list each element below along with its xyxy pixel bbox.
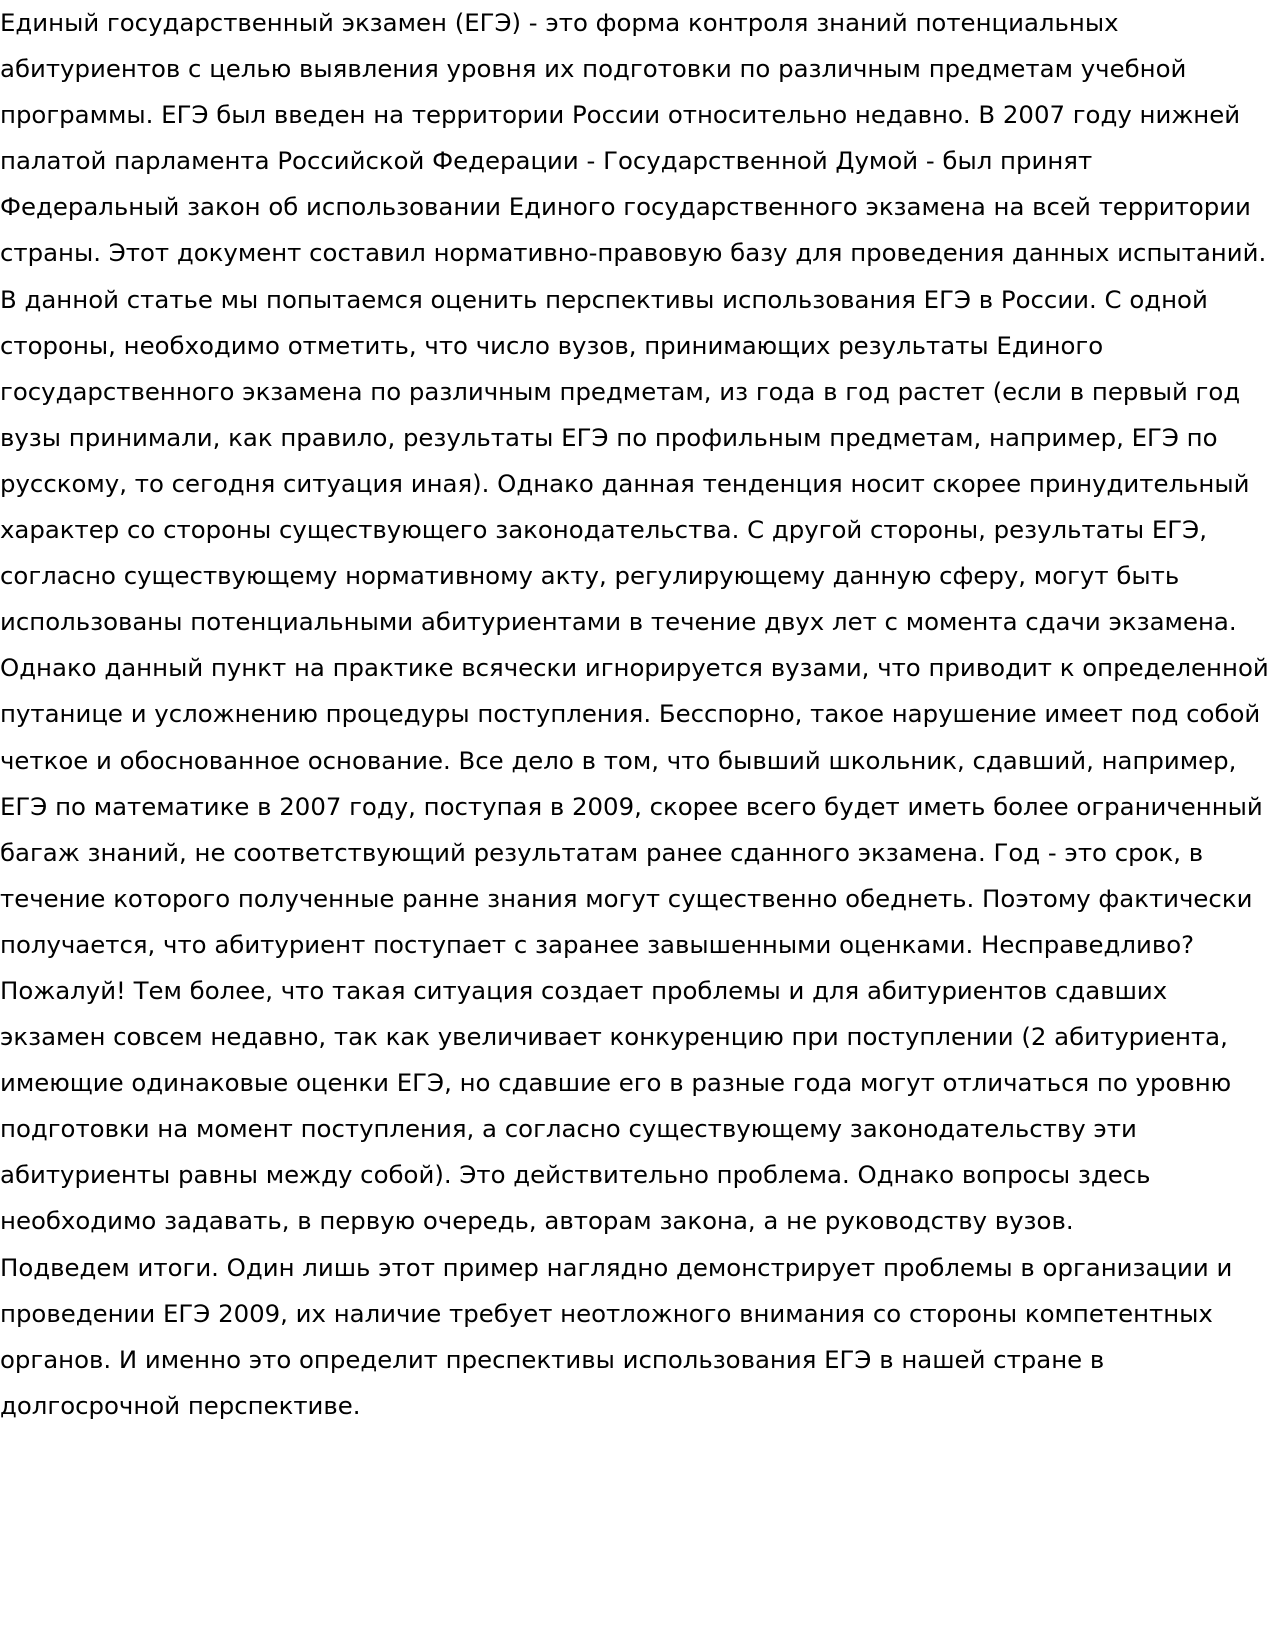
paragraph-conclusion: Подведем итоги. Один лишь этот пример наглядно демонстрирует проблемы в организации и проведении ЕГЭ 2009, их наличие требует неотложного внимания со стороны компетентных органов. И именно это определит преспективы использования ЕГЭ в нашей стране в долгосрочной перспективе. (0, 1252, 1233, 1420)
paragraph-introduction: Единый государственный экзамен (ЕГЭ) - это форма контроля знаний потенциальных абитуриентов с целью выявления уровня их подготовки по различным предметам учебной программы. ЕГЭ был введен на территории России относительно недавно. В 2007 году нижней палатой парламента Российской Федерации - Государственной Думой - был принят Федеральный закон об использовании Единого государственного экзамена на всей территории страны. Этот документ составил нормативно-правовую базу для проведения данных испытаний. (0, 8, 1267, 268)
paragraph-analysis: В данной статье мы попытаемся оценить перспективы использования ЕГЭ в России. С одной стороны, необходимо отметить, что число вузов, принимающих результаты Единого государственного экзамена по различным предметам, из года в год растет (если в первый год вузы принимали, как правило, результаты ЕГЭ по профильным предметам, например, ЕГЭ по русскому, то сегодня ситуация иная). Однако данная тенденция носит скорее принудительный характер со стороны существующего законодательства. С другой стороны, результаты ЕГЭ, согласно существующему нормативному акту, регулирующему данную сферу, могут быть использованы потенциальными абитуриентами в течение двух лет с момента сдачи экзамена. Однако данный пункт на практике всячески игнорируется вузами, что приводит к определенной путанице и усложнению процедуры поступления. Бесспорно, такое нарушение имеет под собой четкое и обоснованное основание. Все дело в том, что бывший школьник, сдавший, например, ЕГЭ по математике в 2007 году, поступая в 2009, скорее всего будет иметь более ограниченный багаж знаний, не соответствующий результатам ранее сданного экзамена. Год - это срок, в течение которого полученные ранне знания могут существенно обеднеть. Поэтому фактически получается, что абитуриент поступает с заранее завышенными оценками. Несправедливо? Пожалуй! Тем более, что такая ситуация создает проблемы и для абитуриентов сдавших экзамен совсем недавно, так как увеличивает конкуренцию при поступлении (2 абитуриента, имеющие одинаковые оценки ЕГЭ, но сдавшие его в разные года могут отличаться по уровню подготовки на момент поступления, а согласно существующему законодательству эти абитуриенты равны между собой). Это действительно проблема. Однако вопросы здесь необходимо задавать, в первую очередь, авторам закона, а не руководству вузов. (0, 284, 1269, 1236)
